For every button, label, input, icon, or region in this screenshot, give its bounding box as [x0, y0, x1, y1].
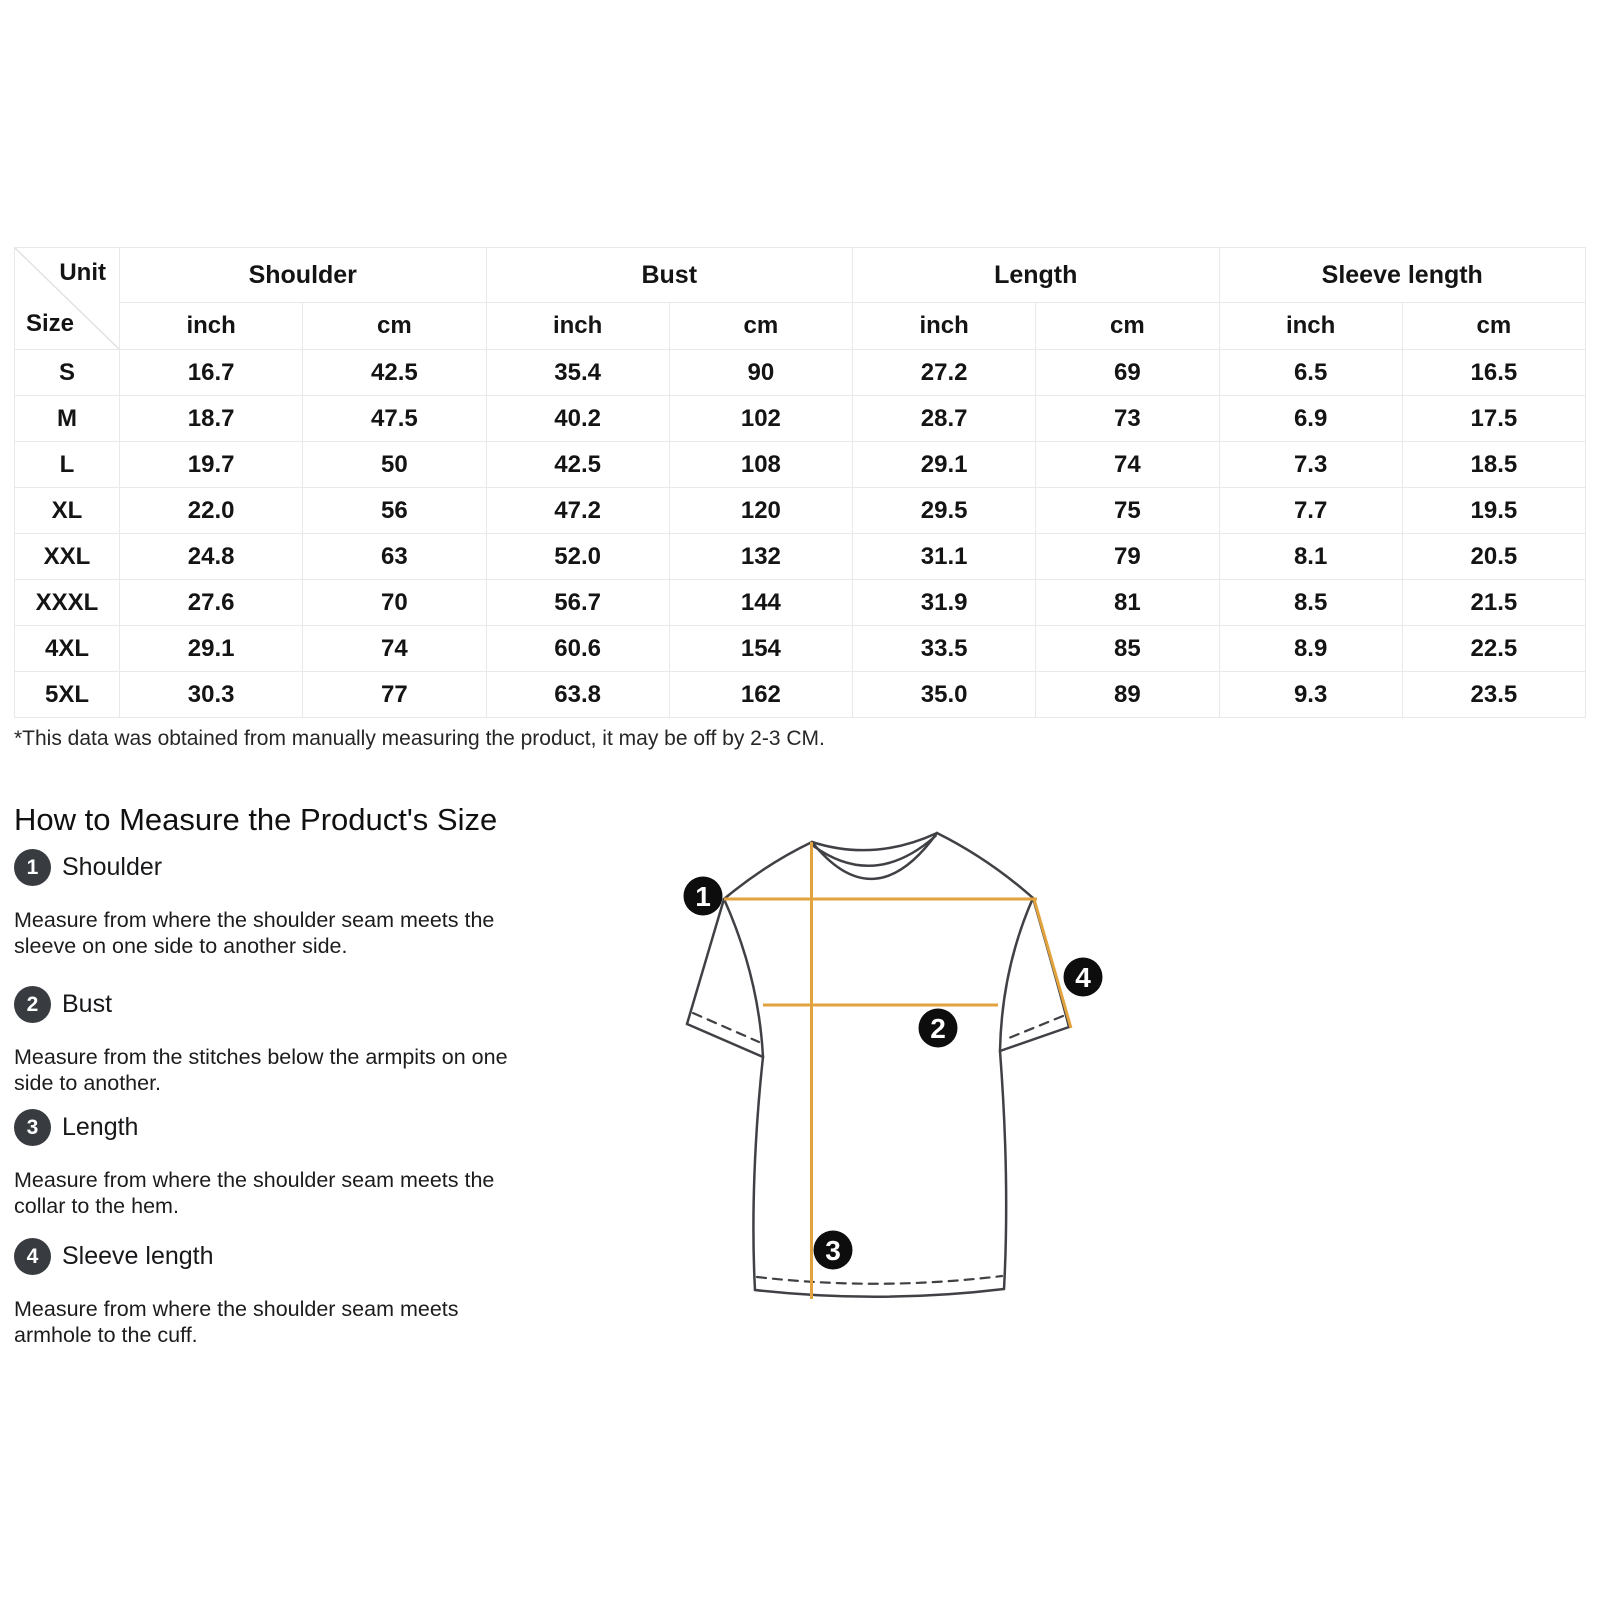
measurement-cell: 8.5 — [1219, 580, 1402, 626]
measurement-cell: 7.7 — [1219, 488, 1402, 534]
measurement-cell: 35.0 — [853, 672, 1036, 718]
measurement-cell: 144 — [669, 580, 852, 626]
size-row — [15, 534, 1586, 580]
measurement-cell: 16.7 — [120, 350, 303, 396]
item-description-line: Measure from where the shoulder seam meets the — [14, 1168, 495, 1192]
item-description-line: side to another. — [14, 1071, 162, 1095]
measurement-cell: 70 — [303, 580, 486, 626]
measurement-cell: 7.3 — [1219, 442, 1402, 488]
measurement-cell: 18.5 — [1402, 442, 1585, 488]
measure-item-title-row — [14, 986, 574, 1023]
diagram-badges — [684, 877, 1103, 1270]
size-label-cell: XL — [15, 488, 120, 534]
measurement-cell: 8.1 — [1219, 534, 1402, 580]
measure-item-title-row — [14, 1238, 574, 1275]
measurement-cell: 162 — [669, 672, 852, 718]
item-title: Bust — [62, 990, 113, 1018]
measurement-cell: 22.0 — [120, 488, 303, 534]
unit-header-cell: cm — [1402, 303, 1585, 350]
measure-item-shoulder — [14, 849, 574, 959]
table-header-row-groups — [15, 248, 1586, 303]
measurement-cell: 20.5 — [1402, 534, 1585, 580]
item-description-line: Measure from where the shoulder seam meets — [14, 1297, 459, 1321]
measurement-cell: 60.6 — [486, 626, 669, 672]
size-row — [15, 672, 1586, 718]
unit-header-cell: cm — [1036, 303, 1219, 350]
measurement-cell: 29.1 — [853, 442, 1036, 488]
item-description — [14, 1167, 574, 1219]
measurement-cell: 73 — [1036, 396, 1219, 442]
measurement-cell: 47.2 — [486, 488, 669, 534]
size-row — [15, 580, 1586, 626]
measure-item-length — [14, 1109, 574, 1219]
measurement-cell: 89 — [1036, 672, 1219, 718]
measure-item-sleeve-length — [14, 1238, 574, 1348]
measurement-cell: 9.3 — [1219, 672, 1402, 718]
measurement-cell: 24.8 — [120, 534, 303, 580]
item-description — [14, 907, 574, 959]
diagram-badge-length-number: 3 — [825, 1235, 841, 1266]
size-row — [15, 350, 1586, 396]
item-description-line: sleeve on one side to another side. — [14, 934, 348, 958]
measurement-cell: 69 — [1036, 350, 1219, 396]
unit-header-cell: inch — [1219, 303, 1402, 350]
size-row — [15, 396, 1586, 442]
unit-header-cell: cm — [303, 303, 486, 350]
item-description-line: armhole to the cuff. — [14, 1323, 198, 1347]
item-description-line: Measure from where the shoulder seam meets the — [14, 908, 495, 932]
table-footnote: *This data was obtained from manually measuring the product, it may be off by 2-3 CM. — [14, 727, 825, 750]
measure-lines — [724, 842, 1071, 1299]
group-header-length: Length — [853, 248, 1220, 303]
measurement-cell: 56 — [303, 488, 486, 534]
measurement-cell: 74 — [1036, 442, 1219, 488]
group-header-sleeve-length: Sleeve length — [1219, 248, 1586, 303]
item-number-badge: 1 — [14, 849, 51, 886]
measurement-cell: 29.5 — [853, 488, 1036, 534]
unit-header-cell: inch — [853, 303, 1036, 350]
measure-item-bust — [14, 986, 574, 1096]
size-label-cell: M — [15, 396, 120, 442]
measure-line-sleeve — [1034, 899, 1071, 1028]
measurement-cell: 18.7 — [120, 396, 303, 442]
group-header-shoulder: Shoulder — [120, 248, 487, 303]
measurement-cell: 50 — [303, 442, 486, 488]
size-label-cell: XXL — [15, 534, 120, 580]
measurement-cell: 102 — [669, 396, 852, 442]
size-table — [14, 247, 1586, 718]
size-row — [15, 442, 1586, 488]
measurement-cell: 108 — [669, 442, 852, 488]
measurement-cell: 16.5 — [1402, 350, 1585, 396]
measurement-cell: 85 — [1036, 626, 1219, 672]
measurement-cell: 40.2 — [486, 396, 669, 442]
item-title: Sleeve length — [62, 1242, 214, 1270]
item-title: Shoulder — [62, 853, 163, 881]
measurement-cell: 154 — [669, 626, 852, 672]
item-number-badge: 3 — [14, 1109, 51, 1146]
measurement-cell: 27.6 — [120, 580, 303, 626]
measurement-cell: 42.5 — [303, 350, 486, 396]
item-description — [14, 1044, 574, 1096]
group-header-bust: Bust — [486, 248, 853, 303]
corner-size-label: Size — [26, 310, 75, 337]
measurement-cell: 28.7 — [853, 396, 1036, 442]
measurement-cell: 17.5 — [1402, 396, 1585, 442]
measure-item-title-row — [14, 849, 574, 886]
measurement-cell: 8.9 — [1219, 626, 1402, 672]
unit-header-cell: cm — [669, 303, 852, 350]
corner-cell — [15, 248, 120, 350]
measurement-cell: 132 — [669, 534, 852, 580]
measurement-cell: 31.9 — [853, 580, 1036, 626]
measurement-cell: 35.4 — [486, 350, 669, 396]
size-label-cell: 4XL — [15, 626, 120, 672]
table-header-row-units — [15, 303, 1586, 350]
measurement-cell: 27.2 — [853, 350, 1036, 396]
measurement-cell: 77 — [303, 672, 486, 718]
how-to-measure-heading: How to Measure the Product's Size — [14, 802, 498, 837]
item-description-line: Measure from the stitches below the armpits on one — [14, 1045, 508, 1069]
measurement-cell: 6.9 — [1219, 396, 1402, 442]
tshirt-outline — [687, 833, 1069, 1297]
size-label-cell: S — [15, 350, 120, 396]
unit-header-cell: inch — [120, 303, 303, 350]
measurement-cell: 74 — [303, 626, 486, 672]
unit-header-cell: inch — [486, 303, 669, 350]
item-description-line: collar to the hem. — [14, 1194, 179, 1218]
measurement-cell: 56.7 — [486, 580, 669, 626]
measurement-cell: 63 — [303, 534, 486, 580]
item-title: Length — [62, 1113, 139, 1141]
measurement-cell: 52.0 — [486, 534, 669, 580]
measurement-cell: 19.7 — [120, 442, 303, 488]
item-number-badge: 2 — [14, 986, 51, 1023]
diagram-badge-bust-number: 2 — [930, 1013, 946, 1044]
measurement-cell: 23.5 — [1402, 672, 1585, 718]
size-label-cell: 5XL — [15, 672, 120, 718]
item-description — [14, 1296, 574, 1348]
measurement-cell: 79 — [1036, 534, 1219, 580]
measure-item-title-row — [14, 1109, 574, 1146]
measurement-cell: 42.5 — [486, 442, 669, 488]
measurement-cell: 6.5 — [1219, 350, 1402, 396]
measurement-cell: 75 — [1036, 488, 1219, 534]
diagram-badge-shoulder-number: 1 — [695, 881, 711, 912]
measurement-cell: 47.5 — [303, 396, 486, 442]
item-number-badge: 4 — [14, 1238, 51, 1275]
size-label-cell: L — [15, 442, 120, 488]
measurement-cell: 29.1 — [120, 626, 303, 672]
measurement-cell: 120 — [669, 488, 852, 534]
size-row — [15, 626, 1586, 672]
measurement-cell: 30.3 — [120, 672, 303, 718]
measurement-cell: 21.5 — [1402, 580, 1585, 626]
corner-unit-label: Unit — [59, 259, 106, 286]
measurement-cell: 63.8 — [486, 672, 669, 718]
tshirt-measure-diagram — [600, 780, 1160, 1340]
measurement-cell: 22.5 — [1402, 626, 1585, 672]
measurement-cell: 33.5 — [853, 626, 1036, 672]
size-row — [15, 488, 1586, 534]
diagram-badge-sleeve-number: 4 — [1075, 962, 1091, 993]
measurement-cell: 19.5 — [1402, 488, 1585, 534]
measurement-cell: 31.1 — [853, 534, 1036, 580]
size-label-cell: XXXL — [15, 580, 120, 626]
measurement-cell: 90 — [669, 350, 852, 396]
measurement-cell: 81 — [1036, 580, 1219, 626]
